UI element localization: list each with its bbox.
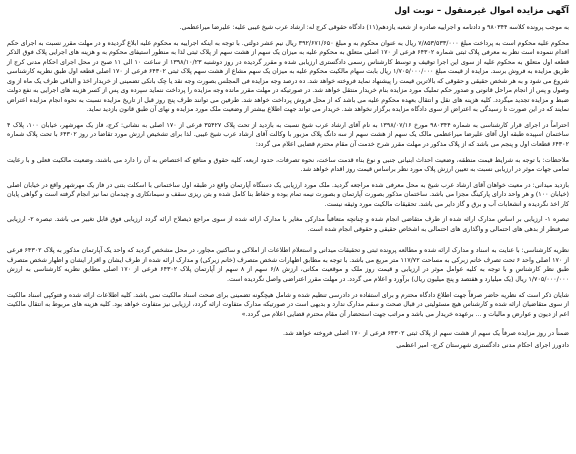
notes-paragraph: تبصره ۱- ارزیابی بر اساس مدارک ارائه شده از طرف متقاضی انجام شده و چنانچه متعاقباً مدارکی مغایر با مدارک ارائه شده از سوی مراجع ذیصلاح ارائه گردد ارزیابی فوق قابل تغییر می باشد. تبصره ۲- ارزیابی صرفنظر از بدهی های احتمالی و واگذاری های احتمالی به اشخاص حقیقی و حقوقی انجام شده است. <box>7 216 569 233</box>
signature-line: دادورز اجرای احکام مدنی دادگستری شهرستان کرج- امیر اعظمی <box>396 341 569 349</box>
site-visit-paragraph: بازدید میدانی: در معیت خواهان آقای ارشاد عرب شیخ به محل معرفی شده مراجعه گردید. ملک مورد ارزیابی یک دستگاه آپارتمان واقع در طبقه اول ساختمانی با اسکلت بتنی در فاز یک مهرشهر واقع در خیابان اصلی (خیابان ۱۰۰) و هر واحد دارای پارکینگ مجزا می باشد. ساختمان مذکور بصورت آپارتمان و بصورت نیمه تمام بوده و حفاظ بنا کامل شده و بتن ریزی سقف و سیمانکاری و چیدمان نما نیز انجام گرفته است و گواهی پایان کار اخذ نگردیده و انشعابات آب و برق و گاز دایر می باشد. تحقیقات مالکیت مورد وثیقه نیست. <box>7 181 569 208</box>
closing-note: ضمناً در روز مزایده صرفاً یک سهم از هشت سهم از پلاک ثبتی ۶۴۳۰۲ فرعی از ۱۷۰ اصلی فروخته خواهد شد. <box>283 330 569 338</box>
expert-opinion-paragraph: نظریه کارشناسی: با عنایت به اسناد و مدارک ارائه شده و مطالعه پرونده ثبتی و تحقیقات میدانی و استعلام اطلاعات از املاکی و ساکنین مجاور، در محل مشخص گردید که واحد یک آپارتمان مذکور به پلاک ۶۴۳۰۲ فرعی از ۱۷۰ اصلی واحد ۶ تحت تصرف خانم زبرکی به مساحت ۱۱۷/۷۲ متر مربع می باشد. با توجه به مطابق اظهارات شخص متصرف (خانم زبرکی) و مدارک ارائه شده از طرف ایشان و اقرار ایشان و اظهار شخص متصرف طبق نظر کارشناس و با توجه به کلیه عوامل موثر در ارزیابی و قیمت روز ملک و موقعیت مکانی، ارزش ۶/۸ سهم از ۸ سهم از آپارتمان پلاک ۶۴۳۰۲ فرعی از ۱۷۰ اصلی مطابق نظریه کارشناسی به ارزش ۱/۷۰۵/۰۰۰/۰۰۰ ریال (یک میلیارد و هفتصد و پنج میلیون ریال) برآورد و اعلام می گردد. در مهلت مقرر اعتراضی واصل نگردیده است. <box>7 247 569 284</box>
auction-terms-paragraph: محکوم علیه محکوم است به پرداخت مبلغ ۷/۸۵۳/۵۳۳/۰۰۰ ریال به عنوان محکوم به و مبلغ ۳۹۲/۶۷۱/۶۵۰ ریال نیم عشر دولتی. با توجه به اینکه اجراییه به محکوم علیه ابلاغ گردیده و در مهلت مقرر نسبت به اجرای حکم اقدام ننموده است نظر به معرفی پلاک ثبتی شماره ۶۴۳۰۲ فرعی از ۱۷۰ اصلی متعلق به محکوم علیه به میزان یک سهم از هشت سهم از پلاک ثبتی لذا به منظور استیفای محکوم به و هزینه های اجرایی پلاک فوق الذکر قطعه اول متعلق به محکوم علیه از سوی این اجرا توقیف و توسط کارشناس رسمی دادگستری ارزیابی شده و مقرر گردیده در روز دوشنبه ۱۳۹۸/۱۰/۲۳ از ساعت ۱۰ الی ۱۱ صبح در محل اجرای احکام مدنی کرج از طریق مزایده به فروش برسد. مزایده از قیمت مبلغ ۱/۷۰۵/۰۰۰/۰۰۰ ریال بابت سهام مالکیت محکوم علیه به میزان یک سهم مشاع از هشت سهم پلاک ثبتی ۶۴۳۰۲ فرعی از ۱۷۰ اصلی قطعه اول طبق نظریه کارشناسی شروع می شود و به هر شخص حقیقی و حقوقی که بالاترین قیمت را پیشنهاد نماید فروخته خواهد شد. ده درصد وجه مزایده فی المجلس بصورت وجه نقد یا چک بانکی تضمینی از خریدار اخذ و الباقی ظرف یک ماه از وی وصول و پس از انجام مراحل قانونی و صدور حکم تملیک مورد مزایده بنام خریدار منتقل خواهد شد. در صورتیکه در مهلت مقرر مانده وجه مزایده را پرداخت ننماید سپرده وی پس از کسر هزینه های اجرایی به نفع دولت ضبط و مزایده تجدید میگردد. کلیه هزینه های نقل و انتقال بعهده محکوم علیه می باشد که از محل فروش پرداخت خواهد شد. طرفین می توانند ظرف پنج روز قبل از تاریخ مزایده نسبت به نحوه انجام مزایده اعتراض نمایند که در این صورت تا رسیدگی به اعتراض از سوی دادگاه مزایده برگزار نخواهد شد. خریدار می تواند جهت اطلاع بیشتر از وضعیت ملک مورد مزایده و نهای آن طبق قانون بازدید نماید. <box>7 39 570 114</box>
expert-assignment-paragraph: احتراماً در اجرای قرار کارشناسی به شماره ۹۸۰۳۴۴ مورخ ۱۳۹۸/۰۷/۱۶ به نام آقای ارشاد عرب شیخ نسبت به بازدید از تحت پلاک ۳۵۴۲۷ فرعی از ۱۷۰ اصلی به نشانی: کرج، فاز یک مهرشهر، خیابان ۱۰۰، پلاک ۴ ساختمان اسپیده طبقه اول آقای علیرضا میراعظمی مالک یک سهم از هشت سهم از سه دانگ پلاک مزبور با وکالت آقای ارشاد عرب شیخ غیبی. لذا برای تشخیص ارزش مورد تقاضا در روز ۶۴۳۰۲ با تحت پلاک شماره ۶۴۳۰۲ قطعات اول و پنجم می باشد که از پلاک مذکور در مهلت مقرر شرح خدمت آن مقام محترم قضایی اعلام می گردد: <box>7 121 569 149</box>
notice-title: آگهی مزایده اموال غیرمنقول – نوبت اول <box>394 6 569 16</box>
disclaimer-paragraph: شایان ذکر است که نظریه حاضر صرفاً جهت اطلاع دادگاه محترم و برای استفاده در دادرسی تنظیم شده و شامل هیچگونه تضمینی برای صحت اسناد مالکیت نمی باشد. کلیه اطلاعات ارائه شده و فتوکپی اسناد مالکیت از سوی متقاضیان ارائه شده و کارشناس هیچ مسئولیتی در قبال صحت و سقم مدارک ندارد و بدیهی است در صورتیکه مدارک متفاوت ارائه گردد، ارزیابی نیز متفاوت خواهد بود. کلیه هزینه های مربوط به انتقال مالکیت اعم از دیون و عوارض و مالیات و ... برعهده خریدار می باشد و مراتب جهت استحضار آن مقام محترم قضایی اعلام می گردد.» <box>7 291 569 318</box>
considerations-paragraph: ملاحظات: با توجه به شرایط قیمت منطقه، وضعیت احداث ابنیانی جنبی و نوع بناء قدمت ساخت، نحوه تصرفات، حدود اربعه، کلیه حقوق و منافع که اختصاص به آن را دارد می باشند، وضعیت مالکیت فعلی و با رعایت تمامی جهات موثر در ارزیابی نسبت به تعیین ارزش پلاک مورد نظر براساس قیمت روز اقدام خواهد شد. <box>7 156 569 174</box>
case-reference-paragraph: به موجب پرونده کلاسه ۹۸۰۳۴۴ و دادنامه و اجراییه صادره از شعبه یازدهم(۱۱) دادگاه حقوقی کرج له: ارشاد عرب شیخ غیبی علیه: علیرضا میراعظمی. <box>179 24 569 31</box>
